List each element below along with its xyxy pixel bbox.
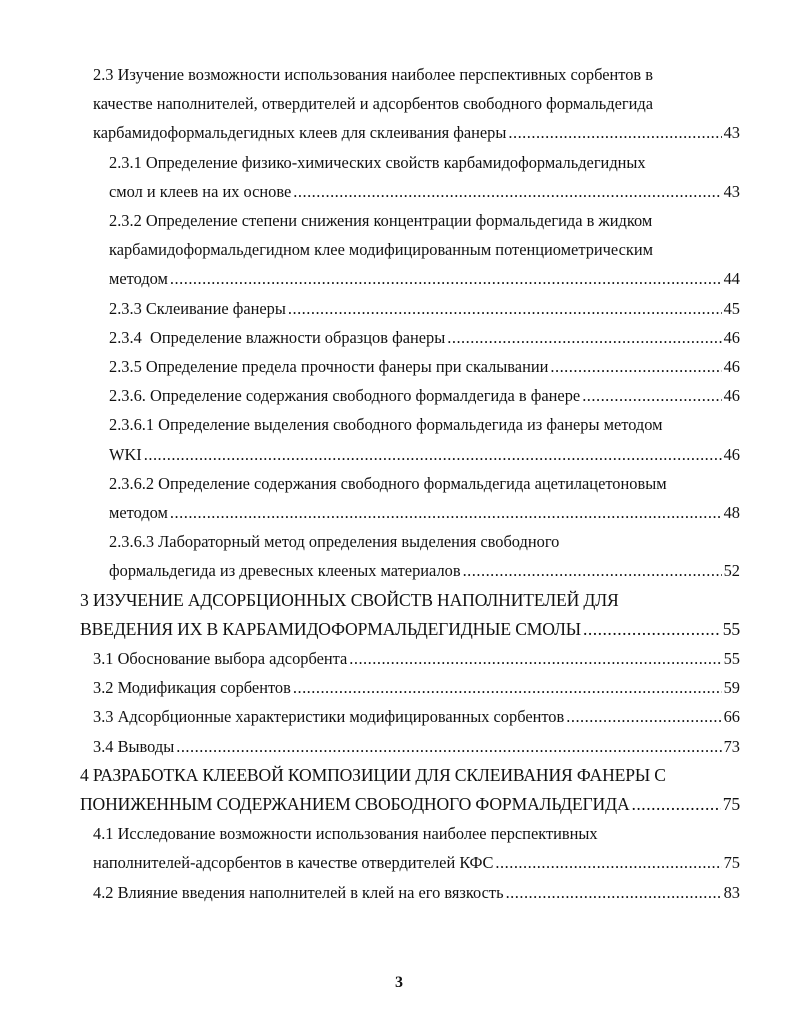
- toc-entry-text: ВВЕДЕНИЯ ИХ В КАРБАМИДОФОРМАЛЬДЕГИДНЫЕ СМОЛЫ: [80, 618, 581, 639]
- toc-entry-text: 2.3.6.3 Лабораторный метод определения выделения свободного: [109, 532, 560, 552]
- toc-entry-text: 4.1 Исследование возможности использования наиболее перспективных: [93, 824, 598, 844]
- toc-page-number: 83: [723, 882, 740, 902]
- toc-entry-text: 2.3.6. Определение содержания свободного формалдегида в фанере: [109, 386, 581, 406]
- toc-entry-2-3-6-1[interactable]: [109, 410, 740, 468]
- toc-page-number: 44: [723, 269, 740, 289]
- toc-entry-2-3-2[interactable]: [109, 206, 740, 294]
- toc-entry-text: 4.2 Влияние введения наполнителей в клей на его вязкость: [93, 882, 504, 902]
- dot-leader: [566, 702, 721, 731]
- toc-page-number: 73: [723, 736, 740, 756]
- toc-entry-4-2[interactable]: [93, 878, 740, 907]
- toc-page-number: 48: [723, 503, 740, 523]
- toc-page-number: 46: [723, 327, 740, 347]
- toc-entry-2-3-6[interactable]: [109, 381, 740, 410]
- toc-entry-text: 3 ИЗУЧЕНИЕ АДСОРБЦИОННЫХ СВОЙСТВ НАПОЛНИТЕЛЕЙ ДЛЯ: [80, 589, 619, 610]
- toc-page-number: 46: [723, 386, 740, 406]
- toc-entry-text: 2.3.3 Склеивание фанеры: [109, 298, 286, 318]
- dot-leader: [495, 848, 721, 877]
- toc-entry-text: 2.3 Изучение возможности использования наиболее перспективных сорбентов в: [93, 65, 653, 84]
- toc-entry-2-3-6-3[interactable]: [109, 527, 740, 585]
- toc-entry-2-3-4[interactable]: [109, 323, 740, 352]
- toc-page-number: 66: [723, 707, 740, 727]
- toc-entry-text: карбамидоформальдегидных клеев для склеивания фанеры: [93, 123, 507, 143]
- dot-leader: [447, 323, 721, 352]
- dot-leader: [170, 498, 722, 527]
- toc-entry-text: WKI: [109, 444, 142, 464]
- toc-page-number: 75: [722, 794, 740, 815]
- dot-leader: [583, 615, 721, 644]
- toc-page-number: 43: [723, 123, 740, 143]
- toc-entry-text: 3.2 Модификация сорбентов: [93, 678, 291, 698]
- toc-entry-text: 2.3.1 Определение физико-химических свойств карбамидоформальдегидных: [109, 152, 646, 172]
- toc-entry-text: качестве наполнителей, отвердителей и адсорбентов свободного формальдегида: [93, 94, 653, 114]
- toc-entry-text: наполнителей-адсорбентов в качестве отвердителей КФС: [93, 853, 494, 873]
- toc-entry-chapter-3[interactable]: [80, 586, 740, 644]
- dot-leader: [293, 673, 722, 702]
- dot-leader: [550, 352, 721, 381]
- toc-entry-text: 3.4 Выводы: [93, 736, 175, 756]
- toc-entry-text: 2.3.6.1 Определение выделения свободного формальдегида из фанеры методом: [109, 415, 663, 435]
- toc-entry-text: смол и клеев на их основе: [109, 181, 292, 201]
- toc-page-number: 46: [723, 357, 740, 377]
- dot-leader: [170, 264, 722, 293]
- toc-page-number: 59: [723, 678, 740, 698]
- toc-page-number: 43: [723, 181, 740, 201]
- toc-entry-2-3-5[interactable]: [109, 352, 740, 381]
- toc-page-number: 45: [723, 298, 740, 318]
- toc-entry-text: 2.3.6.2 Определение содержания свободного формальдегида ацетилацетоновым: [109, 473, 667, 493]
- toc-entry-2-3-3[interactable]: [109, 294, 740, 323]
- toc-entry-text: методом: [109, 269, 168, 289]
- dot-leader: [632, 790, 721, 819]
- toc-page-number: 46: [723, 444, 740, 464]
- toc-entry-chapter-4[interactable]: [80, 761, 740, 819]
- dot-leader: [288, 294, 722, 323]
- dot-leader: [506, 878, 722, 907]
- toc-page-number: 55: [723, 649, 740, 669]
- toc-entry-text: 3.3 Адсорбционные характеристики модифицированных сорбентов: [93, 707, 565, 727]
- toc-entry-2-3-6-2[interactable]: [109, 469, 740, 527]
- toc-page-number: 52: [723, 561, 740, 581]
- toc-entry-text: 2.3.5 Определение предела прочности фанеры при скалывании: [109, 357, 549, 377]
- toc-page-number: 75: [723, 853, 740, 873]
- toc-entry-text: 2.3.4 Определение влажности образцов фанеры: [109, 327, 446, 347]
- toc-entry-text: карбамидоформальдегидном клее модифицированным потенциометрическим: [109, 240, 653, 260]
- dot-leader: [176, 732, 721, 761]
- toc-entry-text: 3.1 Обоснование выбора адсорбента: [93, 649, 348, 669]
- dot-leader: [508, 118, 721, 147]
- toc-entry-text: ПОНИЖЕННЫМ СОДЕРЖАНИЕМ СВОБОДНОГО ФОРМАЛЬДЕГИДА: [80, 794, 630, 815]
- page-number: 3: [395, 974, 403, 991]
- toc-entry-3-2[interactable]: [93, 673, 740, 702]
- toc-entry-3-4[interactable]: [93, 732, 740, 761]
- toc-page-number: 55: [722, 618, 740, 639]
- dot-leader: [582, 381, 721, 410]
- toc-entry-2-3-1[interactable]: [109, 148, 740, 206]
- dot-leader: [349, 644, 721, 673]
- toc-entry-4-1[interactable]: [93, 819, 740, 877]
- table-of-contents: [0, 60, 798, 907]
- toc-entry-3-3[interactable]: [93, 702, 740, 731]
- toc-entry-3-1[interactable]: [93, 644, 740, 673]
- toc-entry-2-3[interactable]: [93, 60, 740, 148]
- toc-entry-text: формальдегида из древесных клееных материалов: [109, 561, 461, 581]
- toc-entry-text: 2.3.2 Определение степени снижения концентрации формальдегида в жидком: [109, 211, 653, 231]
- toc-entry-text: методом: [109, 503, 168, 523]
- toc-entry-text: 4 РАЗРАБОТКА КЛЕЕВОЙ КОМПОЗИЦИИ ДЛЯ СКЛЕИВАНИЯ ФАНЕРЫ С: [80, 764, 666, 785]
- dot-leader: [293, 177, 721, 206]
- dot-leader: [463, 556, 722, 585]
- dot-leader: [144, 440, 722, 469]
